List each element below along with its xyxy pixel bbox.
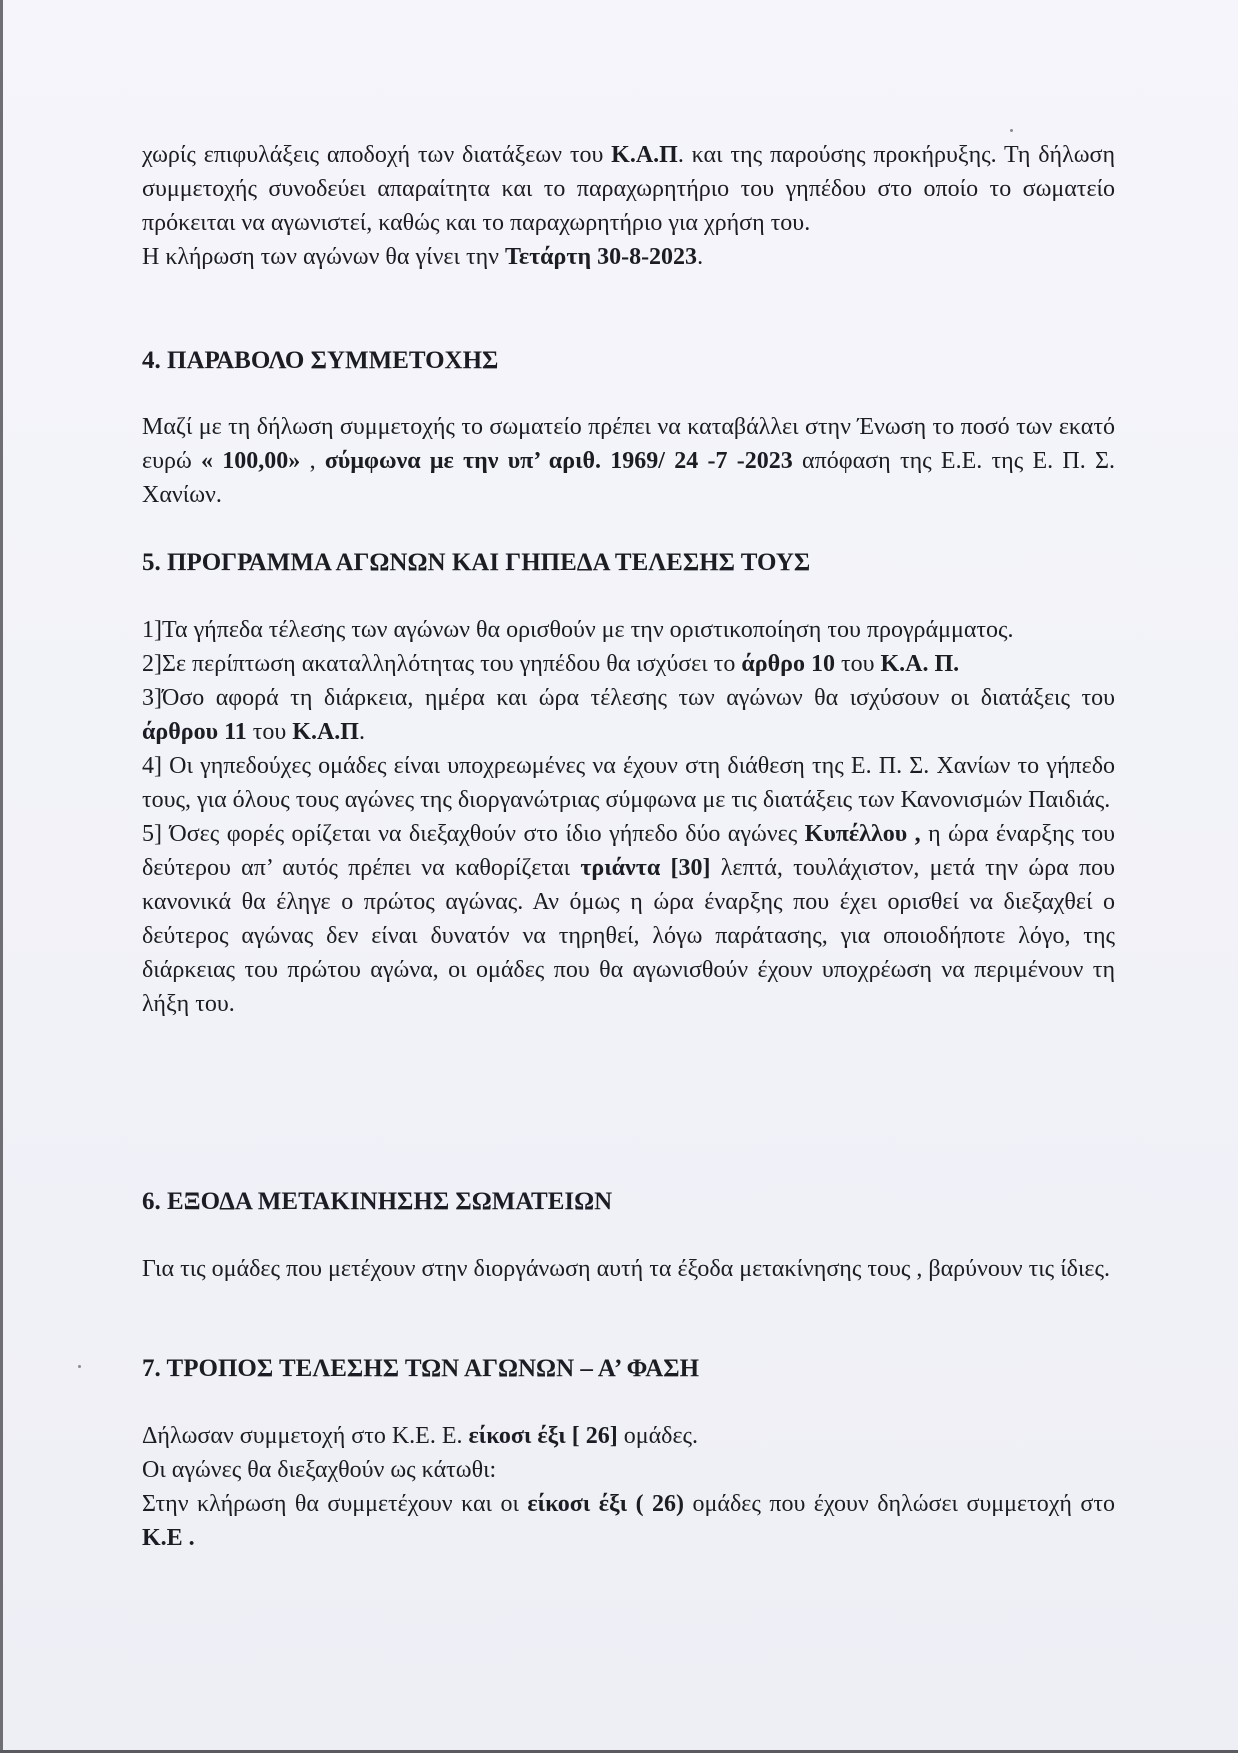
text-run: Η κλήρωση των αγώνων θα γίνει την xyxy=(142,244,505,270)
section-4-heading: 4. ΠΑΡΑΒΟΛΟ ΣΥΜΜΕΤΟΧΗΣ xyxy=(142,347,499,374)
bold-text-run: άρθρο 10 xyxy=(741,651,835,677)
text-run: ομάδες που έχουν δηλώσει συμμετοχή στο xyxy=(684,1491,1115,1517)
participation-paragraph xyxy=(142,1419,1115,1453)
text-run: 4] Οι γηπεδούχες ομάδες είναι υποχρεωμένες να έχουν στη διάθεση της Ε. Π. Σ. Χανίων το γήπεδο τους, για όλους τους αγώνες της διοργανώτριας σύμφωνα με τις διατάξεις των Κανονισμών Παιδιάς. xyxy=(142,753,1115,813)
text-run: του xyxy=(834,651,881,677)
section-5-body xyxy=(142,613,1115,1021)
bold-text-run: άρθρου 11 xyxy=(142,719,247,745)
bold-text-run: Κ.Α.Π xyxy=(611,142,678,168)
section-5-heading: 5. ΠΡΟΓΡΑΜΜΑ ΑΓΩΝΩΝ ΚΑΙ ΓΗΠΕΔΑ ΤΕΛΕΣΗΣ ΤΟΥΣ xyxy=(142,549,811,576)
text-run: . xyxy=(358,719,365,745)
text-run: . xyxy=(697,244,704,270)
text-run: λεπτά, τουλάχιστον, μετά την ώρα που κανονικά θα έληγε ο πρώτος αγώνας. Αν όμως η ώρα έναρξης που έχει ορισθεί να διεξαχθεί ο δεύτερος αγώνας δεν είναι δυνατόν να τηρηθεί, λόγω παράτασης, για οποιοδήποτε λόγο, της διάρκειας του πρώτου αγώνα, οι ομάδες που θα αγωνισθούν έχουν υποχρέωση να περιμένουν τη λήξη του. xyxy=(142,855,1116,1017)
text-run: Μαζί με τη δήλωση συμμετοχής το σωματείο πρέπει να καταβάλλει στην Ένωση το ποσό των εκατό ευρώ xyxy=(142,414,1115,474)
section-7-body xyxy=(142,1419,1115,1555)
bold-text-run: Κ.Ε . xyxy=(142,1525,195,1551)
text-run: απόφαση της Ε.Ε. της Ε. Π. Σ. Χανίων. xyxy=(142,448,1116,508)
section-4 xyxy=(142,344,1115,378)
section-5 xyxy=(142,546,1115,580)
bold-text-run: είκοσι έξι ( 26) xyxy=(527,1491,685,1517)
text-run: , xyxy=(300,448,325,474)
scan-speck xyxy=(78,1365,81,1368)
section-5-item-3 xyxy=(142,681,1115,749)
fee-paragraph xyxy=(142,410,1115,512)
text-run: 2]Σε περίπτωση ακαταλληλότητας του γηπέδου θα ισχύσει το xyxy=(142,651,742,677)
text-run: 1]Τα γήπεδα τέλεσης των αγώνων θα ορισθούν με την οριστικοποίηση του προγράμματος. xyxy=(142,617,1014,643)
intro-paragraph xyxy=(142,138,1115,240)
draw-paragraph xyxy=(142,1487,1115,1555)
section-7-heading: 7. ΤΡΟΠΟΣ ΤΕΛΕΣΗΣ ΤΩΝ ΑΓΩΝΩΝ – Α’ ΦΑΣΗ xyxy=(142,1355,700,1382)
section-6-heading: 6. ΕΞΟΔΑ ΜΕΤΑΚΙΝΗΣΗΣ ΣΩΜΑΤΕΙΩΝ xyxy=(142,1188,613,1215)
text-run: 5] Όσες φορές ορίζεται να διεξαχθούν στο ίδιο γήπεδο δύο αγώνες xyxy=(142,821,805,847)
section-5-item-2 xyxy=(142,647,1115,681)
text-run: . και της παρούσης προκήρυξης. Τη δήλωση συμμετοχής συνοδεύει απαραίτητα και το παραχωρητήριο του γηπέδου στο οποίο το σωματείο πρόκειται να αγωνιστεί, καθώς και το παραχωρητήριο για χρήση του. xyxy=(142,142,1115,236)
text-run: χωρίς επιφυλάξεις αποδοχή των διατάξεων του xyxy=(142,142,612,168)
bold-text-run: τριάντα [30] xyxy=(580,855,711,881)
draw-date-paragraph xyxy=(142,240,1115,274)
scan-edge-left xyxy=(0,0,3,1753)
bold-text-run: « 100,00» xyxy=(201,448,301,474)
bold-text-run: Τετάρτη 30-8-2023 xyxy=(505,244,698,270)
section-7 xyxy=(142,1352,1115,1386)
section-6-body xyxy=(142,1252,1115,1286)
bold-text-run: σύμφωνα με την υπ’ αριθ. 1969/ 24 -7 -2023 xyxy=(324,448,793,474)
bold-text-run: Κυπέλλου , xyxy=(804,821,921,847)
text-run: Για τις ομάδες που μετέχουν στην διοργάνωση αυτή τα έξοδα μετακίνησης τους , βαρύνουν τις ίδιες. xyxy=(142,1256,1110,1282)
travel-expenses-paragraph xyxy=(142,1252,1115,1286)
bold-text-run: είκοσι έξι [ 26] xyxy=(468,1423,618,1449)
section-5-item-5 xyxy=(142,817,1115,1021)
intro xyxy=(142,138,1115,274)
text-run: του xyxy=(246,719,293,745)
section-6 xyxy=(142,1185,1115,1219)
text-run: Στην κλήρωση θα συμμετέχουν και οι xyxy=(142,1491,528,1517)
bold-text-run: Κ.Α. Π. xyxy=(880,651,960,677)
section-5-item-4 xyxy=(142,749,1115,817)
bold-text-run: Κ.Α.Π xyxy=(292,719,359,745)
text-run: η ώρα έναρξης του δεύτερου απ’ αυτός πρέπει να καθορίζεται xyxy=(142,821,1116,881)
text-run: ομάδες. xyxy=(617,1423,699,1449)
text-run: Οι αγώνες θα διεξαχθούν ως κάτωθι: xyxy=(142,1457,497,1483)
section-5-item-1 xyxy=(142,613,1115,647)
text-run: 3]Όσο αφορά τη διάρκεια, ημέρα και ώρα τέλεσης των αγώνων θα ισχύσουν οι διατάξεις του xyxy=(142,685,1115,711)
procedure-paragraph xyxy=(142,1453,1115,1487)
section-4-body xyxy=(142,410,1115,512)
scan-speck xyxy=(1010,129,1013,132)
text-run: Δήλωσαν συμμετοχή στο Κ.Ε. Ε. xyxy=(142,1423,469,1449)
